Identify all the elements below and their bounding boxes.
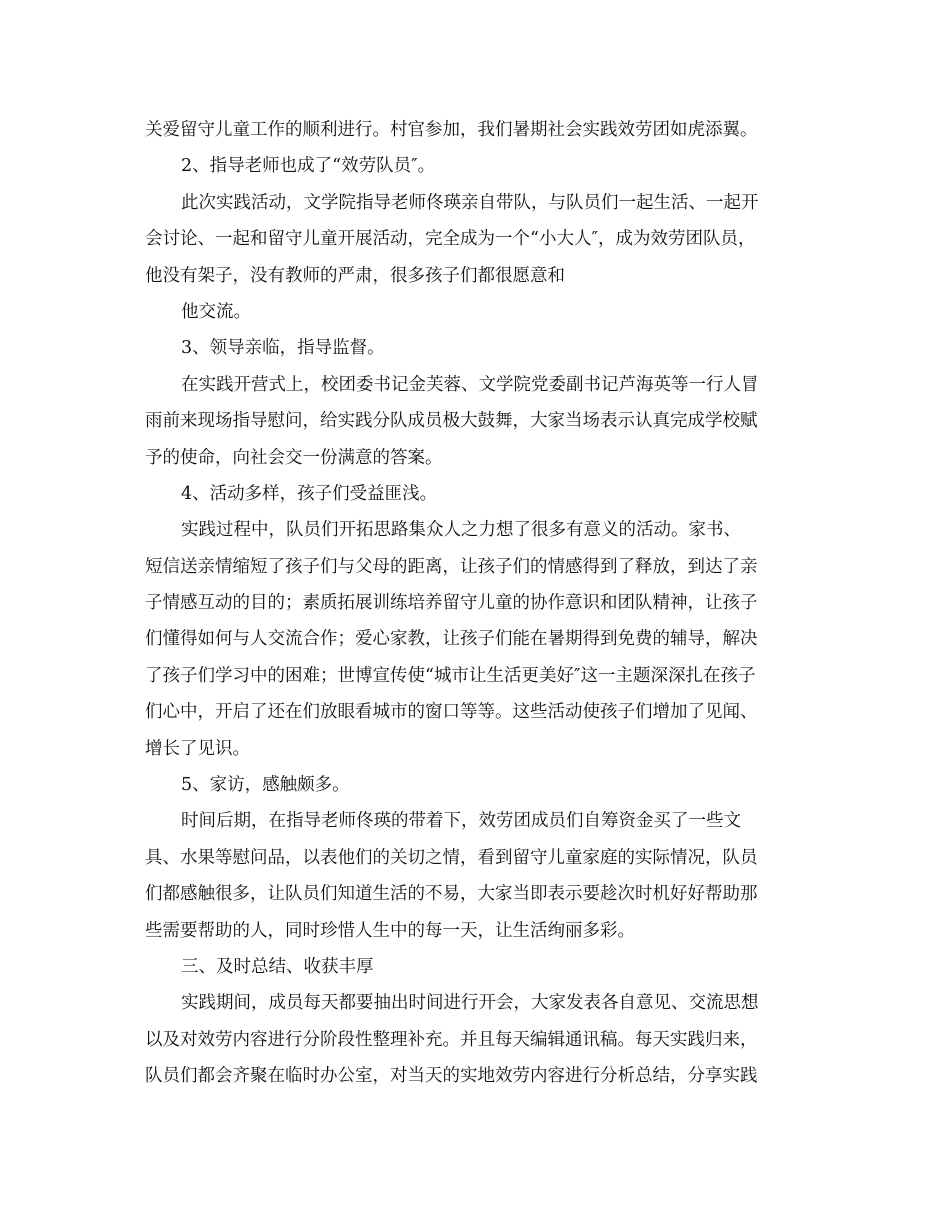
text-line: 2、指导老师也成了“效劳队员″。 <box>181 156 436 177</box>
text-line: 三、及时总结、收获丰厚 <box>181 956 374 977</box>
text-line: 们都感触很多，让队员们知道生活的不易，大家当即表示要趁次时机好好帮助那 <box>145 884 758 905</box>
text-line: 4、活动多样，孩子们受益匪浅。 <box>181 483 438 504</box>
text-line: 了孩子们学习中的困难；世博宣传使“城市让生活更美好″这一主题深深扎在孩子 <box>145 665 756 686</box>
text-line: 时间后期，在指导老师佟瑛的带着下，效劳团成员们自筹资金买了一些文 <box>181 811 741 832</box>
text-line: 增长了见识。 <box>145 738 250 759</box>
text-line: 队员们都会齐聚在临时办公室，对当天的实地效劳内容进行分析总结，分享实践 <box>145 1066 758 1087</box>
document-body <box>145 112 810 1095</box>
text-line: 在实践开营式上，校团委书记金芙蓉、文学院党委副书记芦海英等一行人冒 <box>181 374 759 395</box>
text-line: 实践期间，成员每天都要抽出时间进行开会，大家发表各自意见、交流思想 <box>181 993 759 1014</box>
text-line: 实践过程中，队员们开拓思路集众人之力想了很多有意义的活动。家书、 <box>181 520 741 541</box>
text-line: 雨前来现场指导慰问，给实践分队成员极大鼓舞，大家当场表示认真完成学校赋 <box>145 411 758 432</box>
text-line: 短信送亲情缩短了孩子们与父母的距离，让孩子们的情感得到了释放，到达了亲 <box>145 556 758 577</box>
text-line: 子情感互动的目的；素质拓展训练培养留守儿童的协作意识和团队精神，让孩子 <box>145 593 758 614</box>
text-line: 些需要帮助的人，同时珍惜人生中的每一天，让生活绚丽多彩。 <box>145 920 635 941</box>
text-line: 他没有架子，没有教师的严肃，很多孩子们都很愿意和 <box>145 265 565 286</box>
text-line: 会讨论、一起和留守儿童开展活动，完全成为一个“小大人″，成为效劳团队员， <box>145 229 756 250</box>
text-line: 关爱留守儿童工作的顺利进行。村官参加，我们暑期社会实践效劳团如虎添翼。 <box>145 120 758 140</box>
text-line: 们懂得如何与人交流合作；爱心家教，让孩子们能在暑期得到免费的辅导，解决 <box>145 629 758 650</box>
text-line: 此次实践活动，文学院指导老师佟瑛亲自带队，与队员们一起生活、一起开 <box>181 192 759 213</box>
text-line: 5、家访，感触颇多。 <box>181 775 350 796</box>
text-line: 3、领导亲临，指导监督。 <box>181 338 385 359</box>
text-line: 予的使命，向社会交一份满意的答案。 <box>145 447 443 468</box>
text-line: 他交流。 <box>181 301 251 322</box>
text-line: 们心中，开启了还在们放眼看城市的窗口等等。这些活动使孩子们增加了见闻、 <box>145 702 758 723</box>
text-line: 以及对效劳内容进行分阶段性整理补充。并且每天编辑通讯稿。每天实践归来， <box>145 1029 758 1050</box>
text-line: 具、水果等慰问品，以表他们的关切之情，看到留守儿童家庭的实际情况，队员 <box>145 847 758 868</box>
